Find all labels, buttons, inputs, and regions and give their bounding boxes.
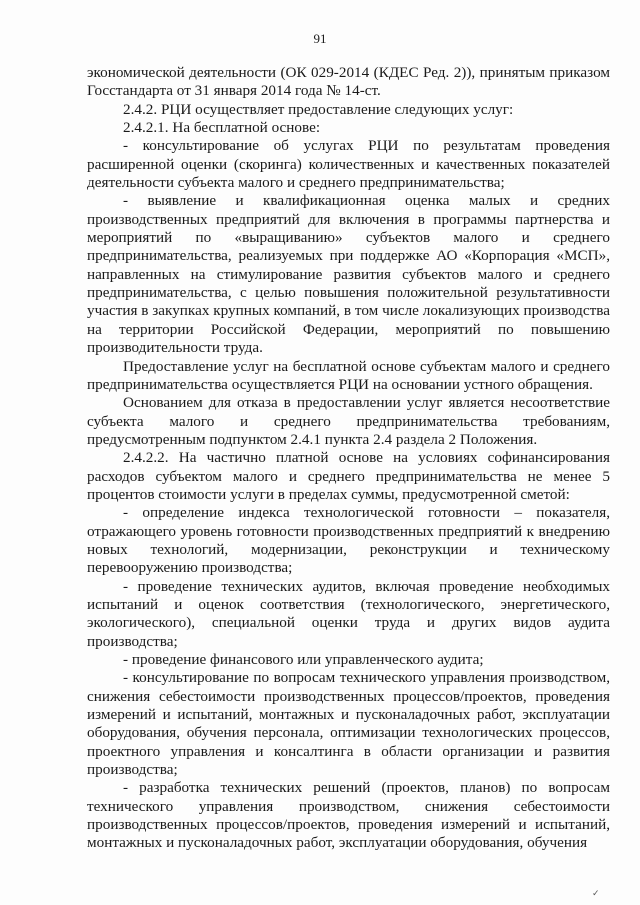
- list-item: - консультирование по вопросам технического управления производством, снижения себестоимости производственных процессов/проектов, проведения измерений и испытаний, монтажных и пусконаладочных работ, эксплуатации оборудования, обучения персонала, оптимизации технологических процессов, проектного управления и консалтинга в области организации и развития производства;: [87, 669, 610, 779]
- page-number: 91: [313, 31, 327, 46]
- paragraph: Предоставление услуг на бесплатной основе субъектам малого и среднего предпринимательства осуществляется РЦИ на основании устного обращения.: [87, 357, 610, 393]
- list-item: - определение индекса технологической готовности – показателя, отражающего уровень готовности производственных предприятий к внедрению новых технологий, модернизации, реконструкции и техническому перевооружению производства;: [87, 504, 610, 577]
- body-text: [87, 64, 610, 853]
- subsection-heading-2-4-2-1: 2.4.2.1. На бесплатной основе:: [123, 119, 321, 137]
- subsection-heading-2-4-2-2: 2.4.2.2. На частично платной основе на условиях софинансирования расходов субъектом малого и среднего предпринимательства не менее 5 процентов стоимости услуги в пределах суммы, предусмотренной сметой:: [87, 449, 610, 503]
- list-item: - консультирование об услугах РЦИ по результатам проведения расширенной оценки (скоринга) количественных и качественных показателей деятельности субъекта малого и среднего предпринимательства;: [87, 137, 610, 192]
- paragraph: экономической деятельности (ОК 029-2014 (КДЕС Ред. 2)), принятым приказом Госстандарта от 31 января 2014 года № 14-ст.: [87, 64, 610, 100]
- scan-mark: ✓: [592, 888, 600, 898]
- section-heading-2-4-2: 2.4.2. РЦИ осуществляет предоставление следующих услуг:: [123, 100, 514, 118]
- list-item: - разработка технических решений (проектов, планов) по вопросам технического управления производством, снижения себестоимости производственных процессов/проектов, проведения измерений и испытаний, монтажных и пусконаладочных работ, эксплуатации оборудования, обучения: [87, 779, 610, 852]
- list-item: - проведение технических аудитов, включая проведение необходимых испытаний и оценок соответствия (технологического, энергетического, экологического), специальной оценки труда и других видов аудита производства;: [87, 577, 610, 650]
- list-item: - выявление и квалификационная оценка малых и средних производственных предприятий для включения в программы партнерства и мероприятий по «выращиванию» субъектов малого и среднего предпринимательства, реализуемых при поддержке АО «Корпорация «МСП», направленных на стимулирование развития субъектов малого и среднего предпринимательства, с целью повышения положительной результативности участия в закупках крупных компаний, в том числе локализующих производства на территории Российской Федерации, мероприятий по повышению производительности труда.: [87, 192, 610, 357]
- list-item: - проведение финансового или управленческого аудита;: [123, 651, 484, 668]
- paragraph: Основанием для отказа в предоставлении услуг является несоответствие субъекта малого и среднего предпринимательства требованиям, предусмотренным подпунктом 2.4.1 пункта 2.4 раздела 2 Положения.: [87, 394, 610, 448]
